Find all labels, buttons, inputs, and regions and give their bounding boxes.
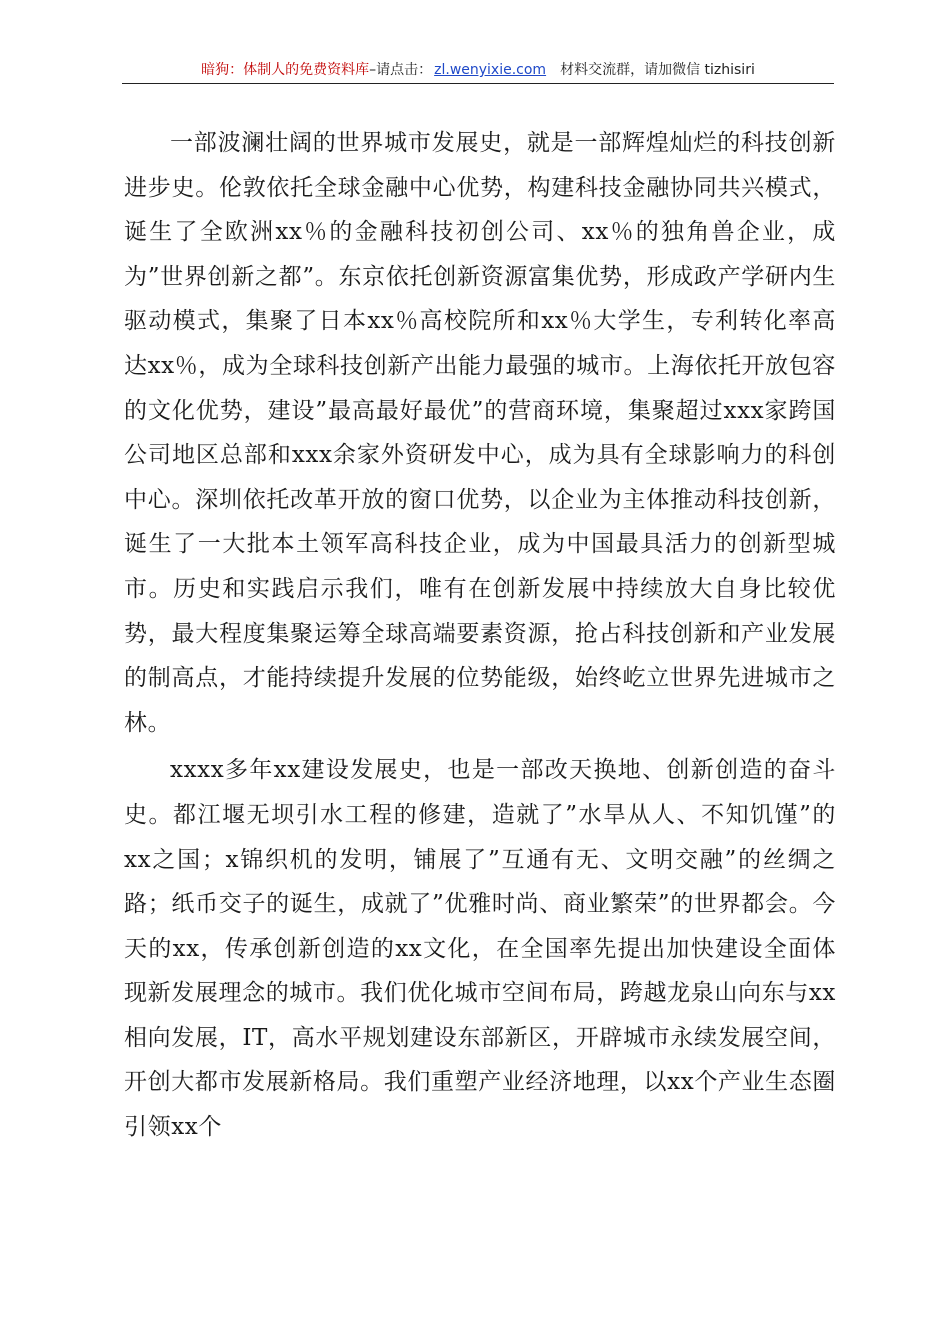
paragraph: xxxx多年xx建设发展史，也是一部改天换地、创新创造的奋斗史。都江堰无坝引水工程的修建，造就了”水旱从人、不知饥馑”的xx之国；x锦织机的发明，铺展了”互通有无、文明交融”的丝绸之路；纸币交子的诞生，成就了”优雅时尚、商业繁荣”的世界都会。今天的xx，传承创新创造的xx文化，在全国率先提出加快建设全面体现新发展理念的城市。我们优化城市空间布局，跨越龙泉山向东与xx相向发展，IT，高水平规划建设东部新区，开辟城市永续发展空间，开创大都市发展新格局。我们重塑产业经济地理，以xx个产业生态圈引领xx个 (124, 757, 836, 1141)
header-notice: 暗狗：体制人的免费资料库 (201, 62, 370, 78)
page-header (122, 58, 834, 82)
document-body (124, 121, 836, 1153)
header-prompt: –请点击： (369, 62, 433, 78)
header-divider (122, 83, 834, 84)
header-wechat-note: 材料交流群，请加微信 tizhisiri (560, 62, 755, 78)
paragraph: 一部波澜壮阔的世界城市发展史，就是一部辉煌灿烂的科技创新进步史。伦敦依托全球金融中心优势，构建科技金融协同共兴模式，诞生了全欧洲xx％的金融科技初创公司、xx％的独角兽企业，成为”世界创新之都”。东京依托创新资源富集优势，形成政产学研内生驱动模式，集聚了日本xx％高校院所和xx％大学生，专利转化率高达xx％，成为全球科技创新产出能力最强的城市。上海依托开放包容的文化优势，建设”最高最好最优”的营商环境，集聚超过xxx家跨国公司地区总部和xxx余家外资研发中心，成为具有全球影响力的科创中心。深圳依托改革开放的窗口优势，以企业为主体推动科技创新，诞生了一大批本土领军高科技企业，成为中国最具活力的创新型城市。历史和实践启示我们，唯有在创新发展中持续放大自身比较优势，最大程度集聚运筹全球高端要素资源，抢占科技创新和产业发展的制高点，才能持续提升发展的位势能级，始终屹立世界先进城市之林。 (124, 130, 836, 736)
header-link[interactable]: zl.wenyixie.com (434, 62, 547, 78)
